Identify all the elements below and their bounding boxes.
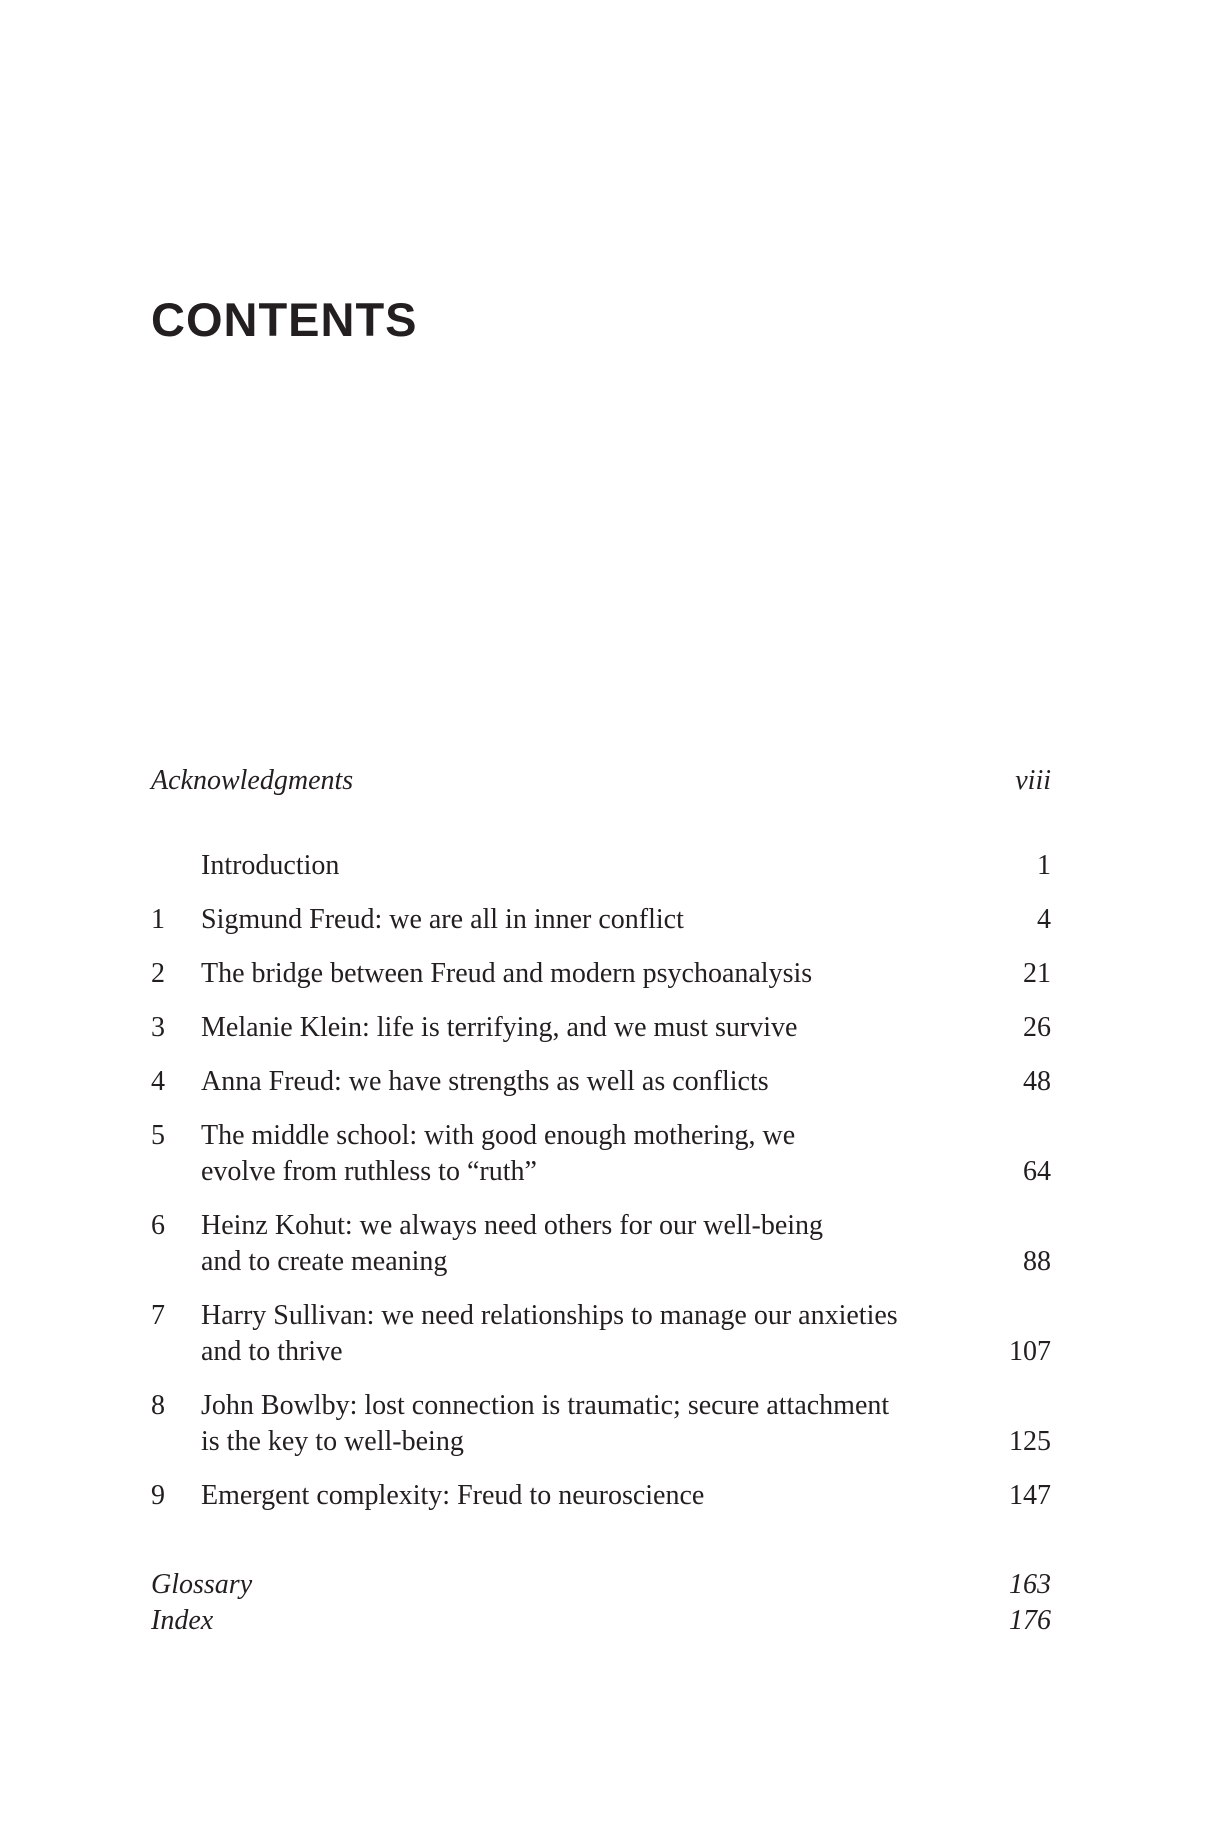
chapter-number: 1	[151, 904, 165, 935]
chapter-number: 2	[151, 958, 165, 989]
chapter-number: 6	[151, 1210, 165, 1241]
chapter-page: 147	[1009, 1480, 1051, 1511]
toc-entry-acknowledgments[interactable]	[151, 763, 1051, 799]
toc-entry-chapter-6[interactable]	[151, 1208, 1051, 1280]
toc-entry-page: 163	[1009, 1569, 1051, 1600]
front-matter-list	[151, 763, 1051, 799]
chapter-page: 26	[1023, 1012, 1051, 1043]
chapter-title: Sigmund Freud: we are all in inner conflict	[201, 904, 684, 935]
page-title: CONTENTS	[151, 293, 418, 346]
toc-entry-glossary[interactable]	[151, 1567, 1051, 1603]
toc-entry-chapter-3[interactable]	[151, 1010, 1051, 1046]
chapter-number: 5	[151, 1120, 165, 1151]
chapter-title: Heinz Kohut: we always need others for our well-being and to create meaning	[201, 1210, 824, 1277]
chapter-title: Harry Sullivan: we need relationships to manage our anxieties and to thrive	[201, 1300, 898, 1367]
chapter-page: 88	[1023, 1246, 1051, 1277]
chapter-page: 4	[1037, 904, 1051, 935]
chapter-page: 64	[1023, 1156, 1051, 1187]
toc-entry-chapter-9[interactable]	[151, 1478, 1051, 1514]
toc-entry-chapter-5[interactable]	[151, 1118, 1051, 1190]
toc-entry-chapter-8[interactable]	[151, 1388, 1051, 1460]
toc-entry-page: 176	[1009, 1605, 1051, 1636]
chapter-page: 48	[1023, 1066, 1051, 1097]
chapter-title: The bridge between Freud and modern psychoanalysis	[201, 958, 813, 989]
chapter-list	[151, 848, 1051, 1514]
chapter-number: 8	[151, 1390, 165, 1421]
chapter-page: 107	[1009, 1336, 1051, 1367]
chapter-title: John Bowlby: lost connection is traumatic; secure attachment is the key to well-being	[201, 1390, 890, 1457]
back-matter-list	[151, 1567, 1051, 1639]
toc-entry-title: Glossary	[151, 1569, 253, 1600]
toc-entry-page: viii	[1015, 765, 1051, 796]
toc-entry-chapter-4[interactable]	[151, 1064, 1051, 1100]
chapter-number: 4	[151, 1066, 165, 1097]
toc-entry-introduction[interactable]	[151, 848, 1051, 884]
toc-entry-chapter-7[interactable]	[151, 1298, 1051, 1370]
chapter-page: 125	[1009, 1426, 1051, 1457]
chapter-title: Anna Freud: we have strengths as well as conflicts	[201, 1066, 769, 1097]
toc-entry-index[interactable]	[151, 1603, 1051, 1639]
toc-entry-chapter-2[interactable]	[151, 956, 1051, 992]
chapter-page: 1	[1037, 850, 1051, 881]
chapter-number: 7	[151, 1300, 165, 1331]
chapter-title: Melanie Klein: life is terrifying, and we must survive	[201, 1012, 798, 1043]
chapter-number: 3	[151, 1012, 165, 1043]
chapter-page: 21	[1023, 958, 1051, 989]
chapter-title: The middle school: with good enough mothering, we evolve from ruthless to “ruth”	[201, 1120, 796, 1187]
chapter-number: 9	[151, 1480, 165, 1511]
chapter-title: Introduction	[201, 850, 340, 881]
toc-entry-title: Acknowledgments	[151, 765, 354, 796]
chapter-title: Emergent complexity: Freud to neuroscience	[201, 1480, 705, 1511]
toc-entry-chapter-1[interactable]	[151, 902, 1051, 938]
toc-entry-title: Index	[151, 1605, 214, 1636]
